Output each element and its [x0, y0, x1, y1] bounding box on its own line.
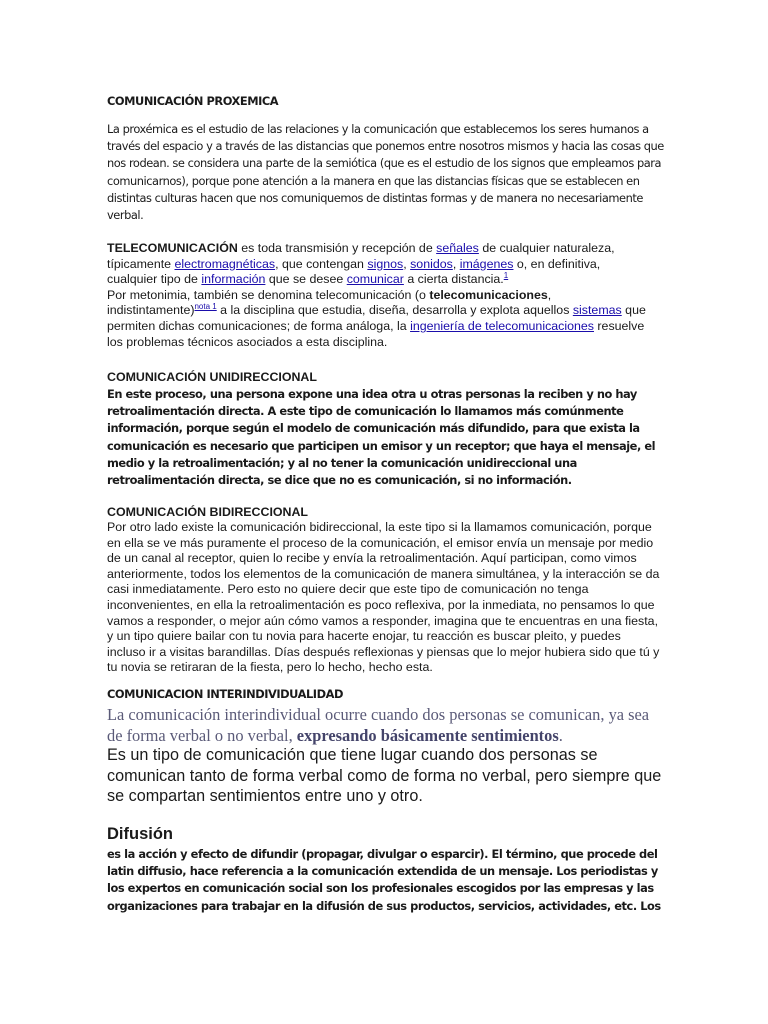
text-fragment: , que contengan	[275, 256, 368, 271]
text-fragment: es toda transmisión y recepción de	[237, 241, 437, 255]
term-telecomunicacion: TELECOMUNICACIÓN	[107, 241, 238, 255]
heading-proxemica: COMUNICACIÓN PROXEMICA	[107, 94, 279, 108]
heading-difusion: Difusión	[107, 825, 173, 843]
text-fragment: a la disciplina que estudia, diseña, desarrolla y explota aquellos	[216, 303, 573, 318]
text-fragment: que se desee	[265, 272, 347, 287]
quote-interindividual	[107, 704, 662, 746]
link-signos[interactable]: signos	[367, 256, 404, 271]
text-fragment: de cualquier naturaleza, típicamente	[107, 241, 615, 271]
text-fragment: que permiten dichas comunicaciones; de forma análoga, la	[107, 303, 646, 333]
text-fragment: o, en definitiva, cualquier tipo de	[107, 256, 601, 287]
link-informacion[interactable]: información	[201, 272, 266, 287]
paragraph-unidireccional: En este proceso, una persona expone una idea otra u otras personas la reciben y no hay retroalimentación directa. A este tipo de comunicación lo llamamos más comúnmente información, porque según el modelo de comunicación más difundido, para que exista la comunicación es necesario que participen un emisor y un receptor; que haya el mensaje, el medio y la retroalimentación; y al no tener la comunicación unidireccional una retroalimentación directa, se dice que no es comunicación, si no información.	[107, 387, 656, 488]
link-sistemas[interactable]: sistemas	[572, 303, 622, 318]
text-fragment: resuelve los problemas técnicos asociados a esta disciplina.	[107, 318, 645, 349]
text-fragment: , indistintamente)	[107, 287, 552, 318]
text-fragment: a cierta distancia.	[403, 272, 504, 287]
text-fragment: ,	[403, 256, 411, 271]
paragraph-interindividual: Es un tipo de comunicación que tiene lugar cuando dos personas se comunican tanto de forma verbal como de forma no verbal, pero siempre que se compartan sentimientos entre uno y otro.	[107, 746, 662, 805]
text-fragment: .	[558, 726, 563, 745]
heading-unidireccional: COMUNICACIÓN UNIDIRECCIONAL	[107, 370, 317, 384]
link-imagenes[interactable]: imágenes	[459, 256, 514, 271]
link-ingenieria-telecomunicaciones[interactable]: ingeniería de telecomunicaciones	[410, 318, 594, 333]
footnote-link-1[interactable]: 1	[503, 271, 509, 281]
text-fragment: Por metonimia, también se denomina telecomunicación (o	[107, 287, 430, 302]
paragraph-bidireccional: Por otro lado existe la comunicación bidireccional, la este tipo si la llamamos comunicación, porque en ella se ve más puramente el proceso de la comunicación, el emisor envía un mensaje por medio de un canal al receptor, quien lo recibe y envía la retroalimentación. Aquí participan, como vimos anteriormente, todos los elementos de la comunicación de manera simultánea, y la interacción se da casi inmediatamente. Pero esto no quiere decir que este tipo de comunicación no tenga inconvenientes, en ella la retroalimentación es poco reflexiva, por la inmediata, no pensamos lo que vamos a responder, o mejor aún cómo vamos a responder, imagina que te encuentras en una fiesta, y un tipo quiere bailar con tu novia para hacerte enojar, tu reacción es buscar pleito, y puedes incluso ir a visitas barandillas. Días después reflexionas y piensas que lo mejor hubiera sido que tú y tu novia se retiraran de la fiesta, pero lo hecho, hecho esta.	[107, 520, 660, 675]
link-electromagneticas[interactable]: electromagnéticas	[174, 256, 276, 271]
link-sonidos[interactable]: sonidos	[410, 256, 453, 271]
paragraph-proxemica: La proxémica es el estudio de las relaciones y la comunicación que establecemos los seres humanos a través del espacio y a través de las distancias que ponemos entre nosotros mismos y hacia las cosas que nos rodean. se considera una parte de la semiótica (que es el estudio de los signos que empleamos para comunicarnos), porque pone atención a la manera en que las distancias físicas que se establecen en distintas culturas hacen que nos comuniquemos de distintas formas y de manera no necesariamente verbal.	[107, 122, 664, 223]
paragraph-telecomunicacion	[107, 241, 647, 350]
text-fragment: La comunicación interindividual ocurre cuando dos personas se comunican, ya sea de forma verbal o no verbal,	[107, 705, 650, 745]
link-senales[interactable]: señales	[436, 241, 479, 255]
text-fragment: ,	[452, 256, 460, 271]
paragraph-difusion: es la acción y efecto de difundir (propagar, divulgar o esparcir). El término, que procede del latin diffusio, hace referencia a la comunicación extendida de un mensaje. Los periodistas y los expertos en comunicación social son los profesionales escogidos por las empresas y las organizaciones para trabajar en la difusión de sus productos, servicios, actividades, etc. Los	[107, 847, 661, 913]
heading-interindividual: COMUNICACION INTERINDIVIDUALIDAD	[107, 687, 343, 701]
link-comunicar[interactable]: comunicar	[346, 272, 404, 287]
quote-emphasis: expresando básicamente sentimientos	[296, 726, 559, 745]
heading-bidireccional: COMUNICACIÓN BIDIRECCIONAL	[107, 505, 308, 519]
term-telecomunicaciones: telecomunicaciones	[429, 287, 548, 302]
footnote-link-nota-1[interactable]: nota 1	[194, 302, 217, 312]
